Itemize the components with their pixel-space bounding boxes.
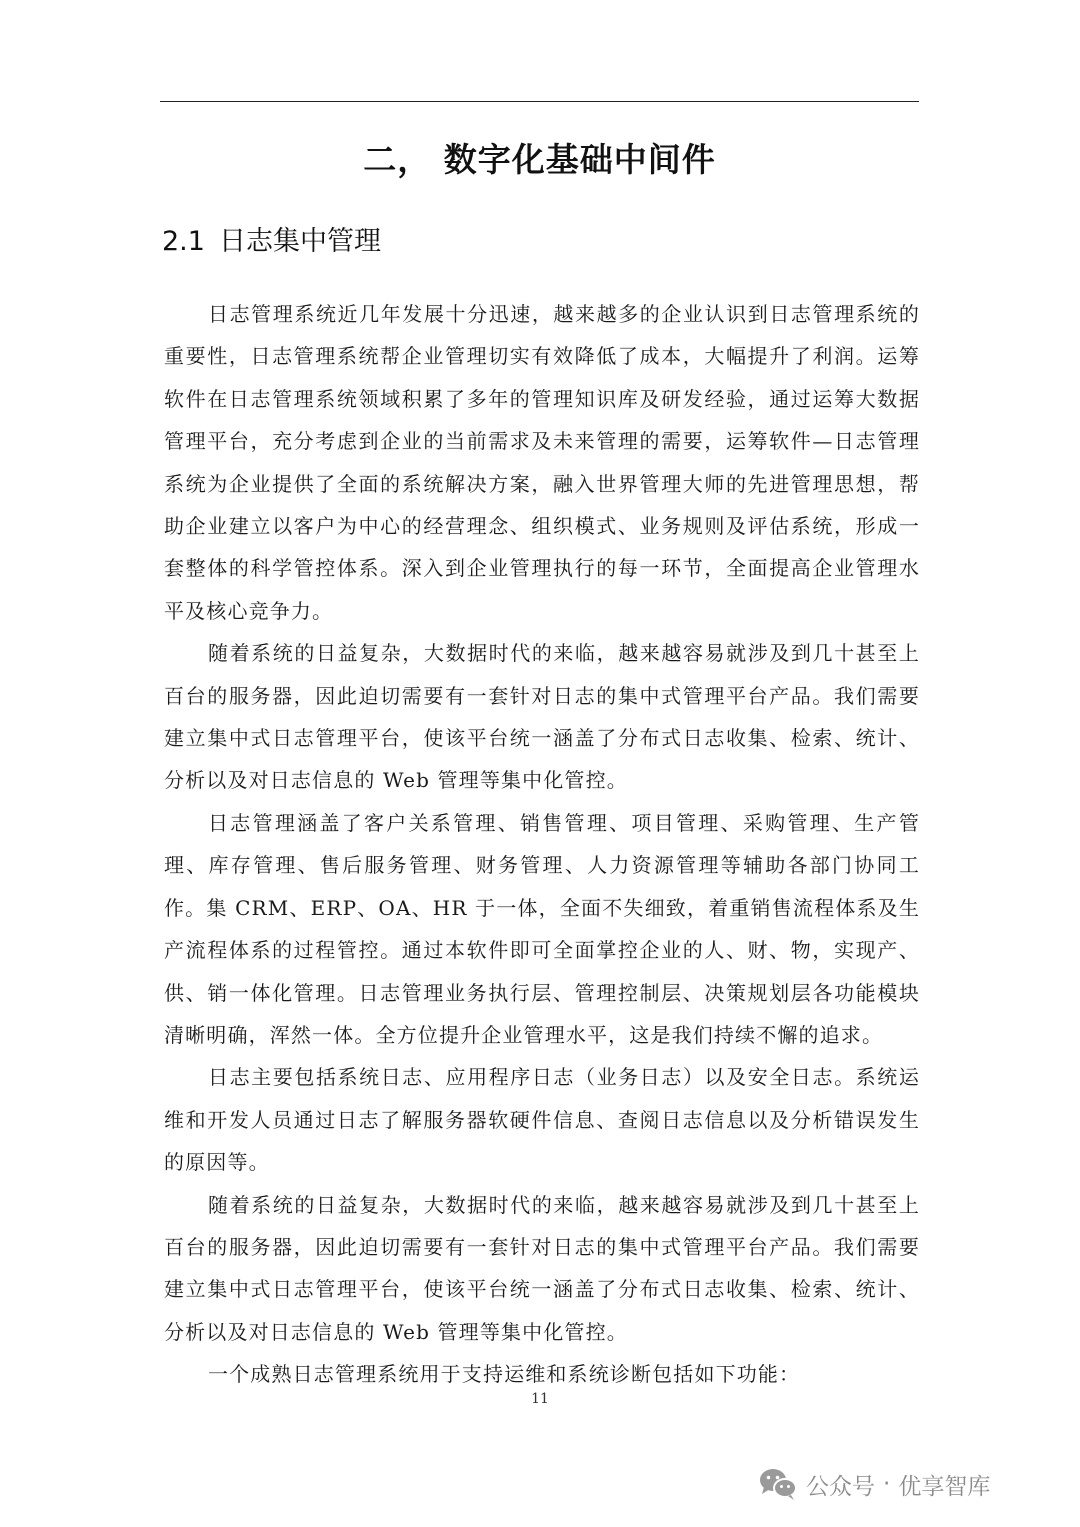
section-number: 2.1 — [162, 226, 205, 257]
page-number: 11 — [531, 1391, 549, 1407]
paragraph: 随着系统的日益复杂，大数据时代的来临，越来越容易就涉及到几十甚至上百台的服务器，因此迫切需要有一套针对日志的集中式管理平台产品。我们需要建立集中式日志管理平台，使该平台统一涵盖了分布式日志收集、检索、统计、分析以及对日志信息的 Web 管理等集中化管控。 — [164, 1192, 920, 1344]
watermark — [758, 1466, 990, 1502]
paragraph: 日志管理涵盖了客户关系管理、销售管理、项目管理、采购管理、生产管理、库存管理、售后服务管理、财务管理、人力资源管理等辅助各部门协同工作。集 CRM、ERP、OA、HR 于一体，全面不失细致，着重销售流程体系及生产流程体系的过程管控。通过本软件即可全面掌控企业的人、财、物，实现产、供、销一体化管理。日志管理业务执行层、管理控制层、决策规划层各功能模块清晰明确，浑然一体。全方位提升企业管理水平，这是我们持续不懈的追求。 — [164, 810, 920, 1047]
paragraph: 一个成熟日志管理系统用于支持运维和系统诊断包括如下功能： — [208, 1362, 801, 1387]
header-rule — [160, 101, 919, 102]
section-heading — [162, 222, 381, 262]
paragraph: 日志管理系统近几年发展十分迅速，越来越多的企业认识到日志管理系统的重要性，日志管理系统帮企业管理切实有效降低了成本，大幅提升了利润。运筹软件在日志管理系统领域积累了多年的管理知识库及研发经验，通过运筹大数据管理平台，充分考虑到企业的当前需求及未来管理的需要，运筹软件—日志管理系统为企业提供了全面的系统解决方案，融入世界管理大师的先进管理思想，帮助企业建立以客户为中心的经营理念、组织模式、业务规则及评估系统，形成一套整体的科学管控体系。深入到企业管理执行的每一环节，全面提高企业管理水平及核心竞争力。 — [164, 302, 920, 623]
chapter-title: 二， 数字化基础中间件 — [363, 140, 716, 179]
watermark-source: 公众号 — [806, 1473, 875, 1500]
section-title: 日志集中管理 — [218, 226, 381, 257]
watermark-account: 优享智库 — [898, 1473, 991, 1500]
body-text — [164, 293, 920, 1396]
wechat-icon — [758, 1467, 798, 1501]
paragraph: 日志主要包括系统日志、应用程序日志（业务日志）以及安全日志。系统运维和开发人员通过日志了解服务器软硬件信息、查阅日志信息以及分析错误发生的原因等。 — [164, 1065, 920, 1175]
paragraph: 随着系统的日益复杂，大数据时代的来临，越来越容易就涉及到几十甚至上百台的服务器，因此迫切需要有一套针对日志的集中式管理平台产品。我们需要建立集中式日志管理平台，使该平台统一涵盖了分布式日志收集、检索、统计、分析以及对日志信息的 Web 管理等集中化管控。 — [164, 641, 920, 793]
watermark-separator: · — [883, 1471, 891, 1497]
